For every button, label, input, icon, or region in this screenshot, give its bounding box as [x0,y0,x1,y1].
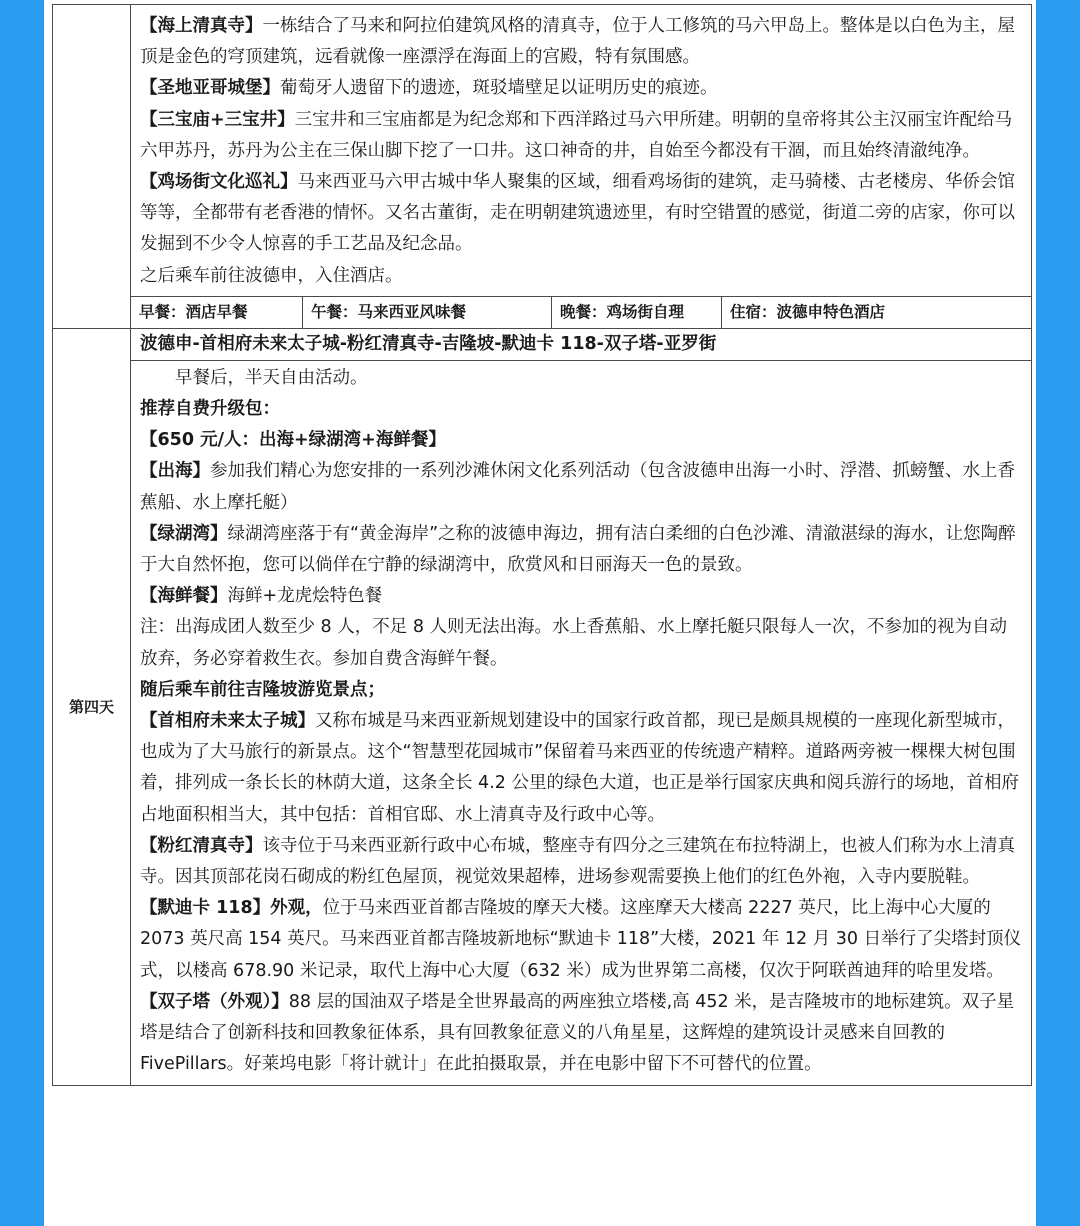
followup-heading: 随后乘车前往吉隆坡游览景点； [140,679,385,700]
spot-paragraph: 【默迪卡 118】外观，位于马来西亚首都吉隆坡的摩天大楼。这座摩天大楼高 2227 英尺，比上海中心大厦的 2073 英尺高 154 英尺。马来西亚首都吉隆坡新地标“默迪卡 118”大楼，2021 年 12 月 30 日举行了尖塔封顶仪式，以楼高 678.90 米记录，取代上海中心大厦（632 米）成为世界第二高楼，仅次于阿联酋迪拜的哈里发塔。 [140,898,1022,981]
spot-paragraph: 【粉红清真寺】该寺位于马来西亚新行政中心布城，整座寺有四分之三建筑在布拉特湖上，也被人们称为水上清真寺。因其顶部花岗石砌成的粉红色屋顶，视觉效果超棒，进场参观需要换上他们的红色外袍，入寺内要脱鞋。 [140,835,1015,888]
spot-paragraph: 【海上清真寺】一栋结合了马来和阿拉伯建筑风格的清真寺，位于人工修筑的马六甲岛上。整体是以白色为主，屋顶是金色的穹顶建筑，远看就像一座漂浮在海面上的宫殿，特有氛围感。 [140,16,1015,68]
package-item: 【出海】参加我们精心为您安排的一系列沙滩休闲文化系列活动（包含波德申出海一小时、浮潜、抓螃蟹、水上香蕉船、水上摩托艇） [140,461,1015,513]
spot-paragraph: 【首相府未来太子城】又称布城是马来西亚新规划建设中的国家行政首都，现已是颇具规模的一座现化新型城市，也成为了大马旅行的新景点。这个“智慧型花园城市”保留着马来西亚的传统遗产精粹。道路两旁被一棵棵大树包围着，排列成一条长长的林荫大道，这条全长 4.2 公里的绿色大道，也正是举行国家庆典和阅兵游行的场地，首相府占地面积相当大，其中包括：首相官邸、水上清真寺及行政中心等。 [140,711,1019,825]
day3-label-cell [53,5,131,329]
package-item: 【绿湖湾】绿湖湾座落于有“黄金海岸”之称的波德申海边，拥有洁白柔细的白色沙滩、清澈湛绿的海水，让您陶醉于大自然怀抱，您可以倘佯在宁静的绿湖湾中，欣赏风和日丽海天一色的景致。 [140,523,1016,576]
spot-paragraph: 【圣地亚哥城堡】葡萄牙人遗留下的遗迹，斑驳墙壁足以证明历史的痕迹。 [140,78,718,99]
breakfast-cell: 早餐：酒店早餐 [131,297,303,328]
day3-content-cell [131,5,1032,329]
day3-row [53,5,1032,329]
upgrade-heading: 推荐自费升级包： [140,399,280,420]
lunch-cell: 午餐：马来西亚风味餐 [303,297,552,328]
itinerary-sheet [44,0,1036,1226]
package-note: 注：出海成团人数至少 8 人，不足 8 人则无法出海。水上香蕉船、水上摩托艇只限每人一次，不参加的视为自动放弃，务必穿着救生衣。参加自费含海鲜午餐。 [140,617,1008,669]
spot-paragraph: 【双子塔（外观）】88 层的国油双子塔是全世界最高的两座独立塔楼,高 452 米，是吉隆坡市的地标建筑。双子星塔是结合了创新科技和回教象征体系，具有回教象征意义的八角星星，这辉煌的建筑设计灵感来自回教的 FivePillars。好莱坞电影「将计就计」在此拍摄取景，并在电影中留下不可替代的位置。 [140,991,1015,1075]
meals-row [131,296,1031,328]
transfer-note: 之后乘车前往波德申，入住酒店。 [140,265,403,286]
day4-route-title: 波德申-首相府未来太子城-粉红清真寺-吉隆坡-默迪卡 118-双子塔-亚罗街 [131,329,1031,361]
hotel-cell: 住宿：波德申特色酒店 [730,302,886,321]
dinner-cell: 晚餐：鸡场街自理 [552,297,722,328]
day4-intro: 早餐后，半天自由活动。 [175,367,368,388]
day4-label: 第四天 [53,328,131,1085]
upgrade-package: 【650 元/人：出海+绿湖湾+海鲜餐】 [140,430,446,451]
day4-row [53,328,1032,1085]
spot-paragraph: 【鸡场街文化巡礼】马来西亚马六甲古城中华人聚集的区域，细看鸡场街的建筑，走马骑楼、古老楼房、华侨会馆等等，全都带有老香港的情怀。又名古董街，走在明朝建筑遗迹里，有时空错置的感觉，街道二旁的店家，你可以发掘到不少令人惊喜的手工艺品及纪念品。 [140,172,1015,255]
itinerary-table [52,4,1032,1086]
spot-paragraph: 【三宝庙+三宝井】三宝井和三宝庙都是为纪念郑和下西洋路过马六甲所建。明朝的皇帝将其公主汉丽宝许配给马六甲苏丹，苏丹为公主在三保山脚下挖了一口井。这口神奇的井，自始至今都没有干涸，而且始终清澈纯净。 [140,109,1013,161]
package-item: 【海鲜餐】海鲜+龙虎烩特色餐 [140,586,383,607]
day4-content-cell [131,328,1032,1085]
